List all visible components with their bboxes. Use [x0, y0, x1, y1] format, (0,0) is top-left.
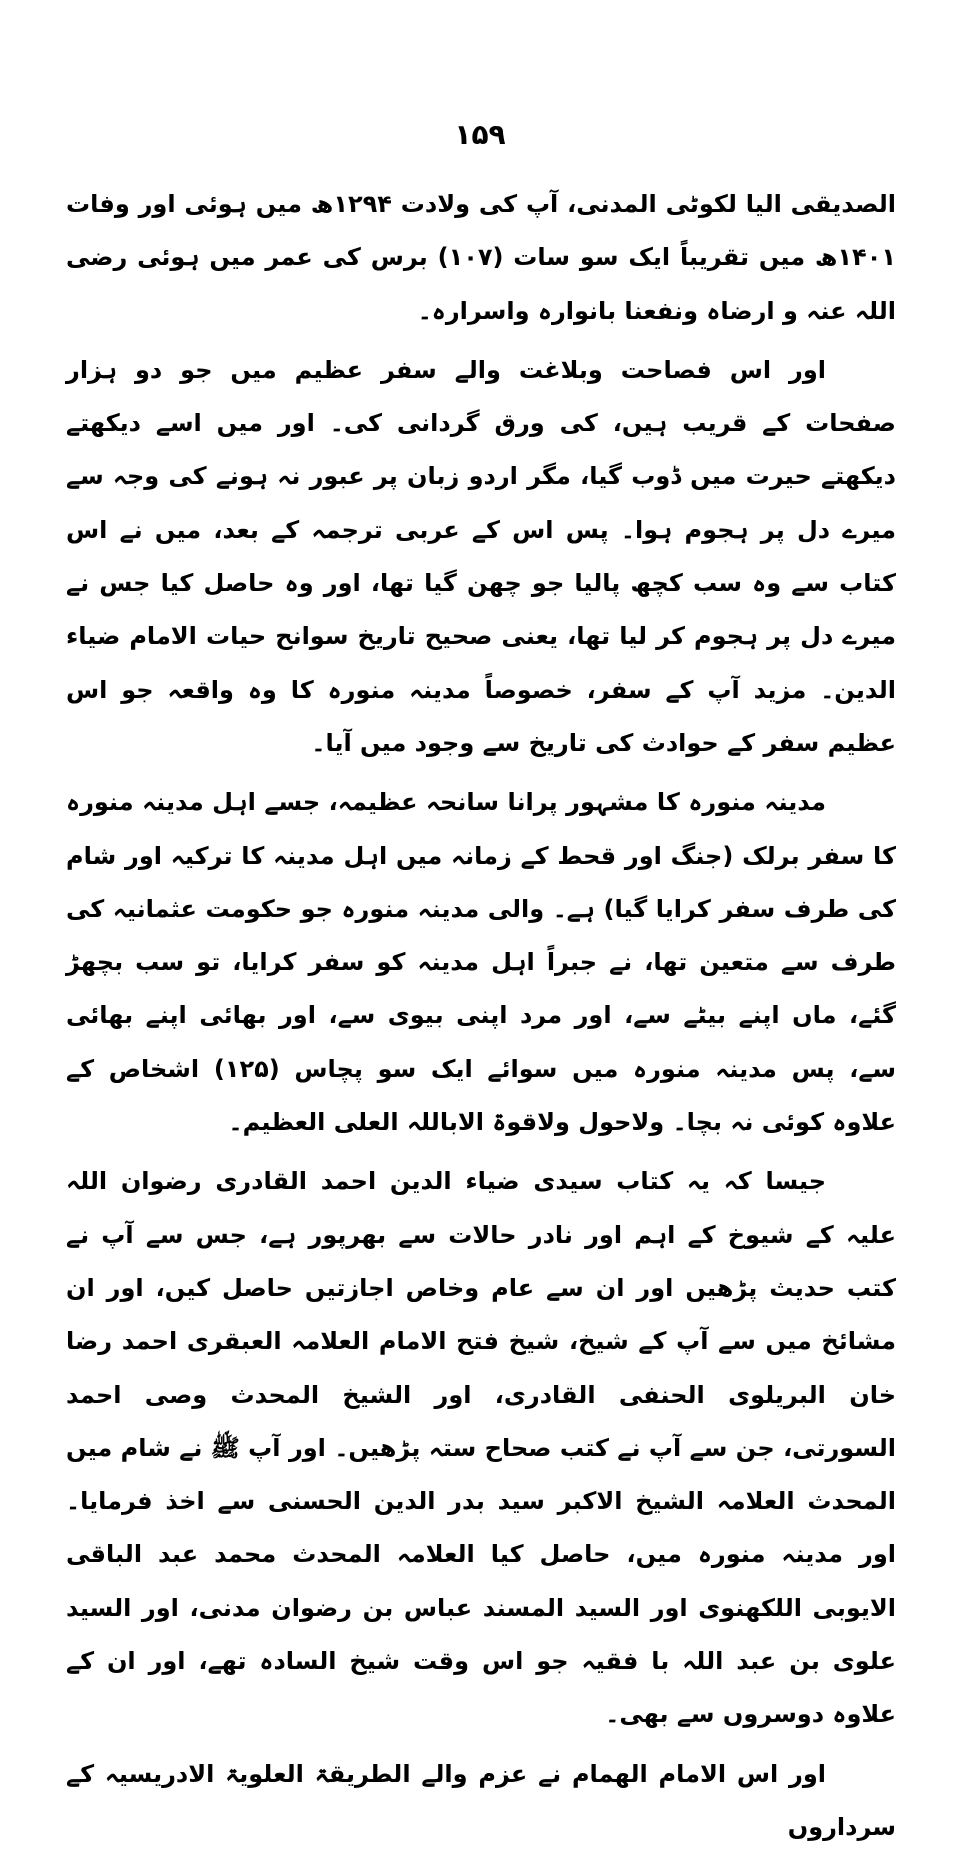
- paragraph-1: الصدیقی الیا لکوٹی المدنی، آپ کی ولادت ۱۲۹۴ھ میں ہوئی اور وفات ۱۴۰۱ھ میں تقریباً ایک سو سات (۱۰۷) برس کی عمر میں ہوئی رضی اللہ عنہ و ارضاہ ونفعنا بانوارہ واسرارہ۔: [66, 190, 896, 325]
- body-text: [66, 178, 896, 1854]
- paragraph-4: جیسا کہ یہ کتاب سیدی ضیاء الدین احمد القادری رضوان اللہ علیہ کے شیوخ کے اہم اور نادر حالات سے بھرپور ہے، جس سے آپ نے کتب حدیث پڑھیں اور ان سے عام وخاص اجازتیں حاصل کیں، اور ان مشائخ میں سے آپ کے شیخ، شیخ فتح الامام العلامہ العبقری احمد رضا خان البریلوی الحنفی القادری، اور الشیخ المحدث وصی احمد السورتی، جن سے آپ نے کتب صحاح ستہ پڑھیں۔ اور آپ ﷺ نے شام میں المحدث العلامہ الشیخ الاکبر سید بدر الدین الحسنی سے اخذ فرمایا۔ اور مدینہ منورہ میں، حاصل کیا العلامہ المحدث محمد عبد الباقی الایوبی اللکھنوی اور السید المسند عباس بن رضوان مدنی، اور السید علوی بن عبد اللہ با فقیہ جو اس وقت شیخ السادہ تھے، اور ان کے علاوہ دوسروں سے بھی۔: [66, 1167, 896, 1729]
- paragraph-3: مدینہ منورہ کا مشہور پرانا سانحہ عظیمہ، جسے اہل مدینہ منورہ کا سفر برلک (جنگ اور قحط کے زمانہ میں اہل مدینہ کا ترکیہ اور شام کی طرف سفر کرایا گیا) ہے۔ والی مدینہ منورہ جو حکومت عثمانیہ کی طرف سے متعین تھا، نے جبراً اہل مدینہ کو سفر کرایا، تو سب بچھڑ گئے، ماں اپنے بیٹے سے، اور مرد اپنی بیوی سے، اور بھائی اپنے بھائی سے، پس مدینہ منورہ میں سوائے ایک سو پچاس (۱۲۵) اشخاص کے علاوہ کوئی نہ بچا۔ ولاحول ولاقوۃ الاباللہ العلی العظیم۔: [66, 788, 896, 1137]
- paragraph-5: اور اس الامام الھمام نے عزم والے الطریقۃ العلویۃ الادریسیہ کے سرداروں: [66, 1759, 896, 1841]
- paragraph-2: اور اس فصاحت وبلاغت والے سفر عظیم میں جو دو ہزار صفحات کے قریب ہیں، کی ورق گردانی کی۔ اور میں اسے دیکھتے دیکھتے حیرت میں ڈوب گیا، مگر اردو زبان پر عبور نہ ہونے کی وجہ سے میرے دل پر ہجوم ہوا۔ پس اس کے عربی ترجمہ کے بعد، میں نے اس کتاب سے وہ سب کچھ پالیا جو چھن گیا تھا، اور وہ حاصل کیا جس نے میرے دل پر ہجوم کر لیا تھا، یعنی صحیح تاریخ سوانح حیات الامام ضیاء الدین۔ مزید آپ کے سفر، خصوصاً مدینہ منورہ کا وہ واقعہ جو اس عظیم سفر کے حوادث کی تاریخ سے وجود میں آیا۔: [66, 355, 896, 757]
- page-number: ۱۵۹: [454, 118, 506, 151]
